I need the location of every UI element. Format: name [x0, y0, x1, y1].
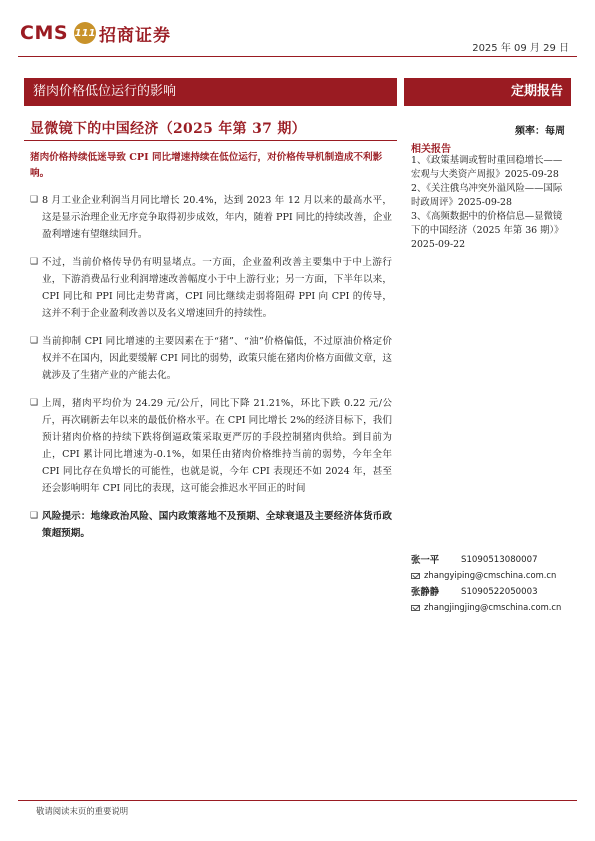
analyst-row	[411, 585, 576, 600]
mail-icon	[411, 605, 420, 611]
analyst-email-row	[411, 568, 576, 583]
risk-text: 风险提示：地缘政治风险、国内政策落地不及预期、全球衰退及主要经济体货币政策超预期。	[42, 511, 392, 539]
report-title-banner: 猪肉价格低位运行的影响	[24, 78, 397, 106]
analyst-email-row	[411, 600, 576, 615]
header-divider	[18, 56, 577, 57]
related-report-link[interactable]: 1、《政策基调或暂时重回稳增长——宏观与大类资产周报》2025-09-28	[411, 155, 563, 180]
analyst-name: 张一平	[411, 555, 440, 566]
analyst-email[interactable]: zhangjingjing@cmschina.com.cn	[424, 602, 562, 612]
bullet-text: 8 月工业企业利润当月同比增长 20.4%，达到 2023 年 12 月以来的最高水平，这是显示治理企业无序竞争取得初步成效，年内，随着 PPI 同比的持续改善，企业盈利增速有望继续回升。	[42, 195, 392, 240]
related-report-link[interactable]: 2、《关注俄乌冲突外溢风险——国际时政周评》2025-09-28	[411, 183, 563, 208]
risk-warning	[30, 508, 392, 542]
bullet-list	[30, 192, 392, 553]
subtitle-divider	[24, 140, 397, 141]
bullet-item	[30, 333, 392, 384]
analyst-license-id: S1090522050003	[461, 587, 538, 597]
bullet-square-icon: ❑	[30, 195, 39, 205]
bullet-item	[30, 395, 392, 497]
bullet-text: 当前抑制 CPI 同比增速的主要因素在于“猪”、“油”价格偏低，不过原油价格定价权并不在国内，因此要缓解 CPI 同比的弱势，政策只能在猪肉价格方面做文章，这就涉及了生猪产业的产能去化。	[42, 336, 392, 381]
summary-paragraph: 猪肉价格持续低迷导致 CPI 同比增速持续在低位运行，对价格传导机制造成不利影响。	[30, 152, 383, 179]
analyst-name: 张静静	[411, 587, 440, 598]
logo-chinese-name: 招商证券	[99, 25, 172, 46]
bullet-text: 不过，当前价格传导仍有明显堵点。一方面，企业盈利改善主要集中于中上游行业，下游消费品行业利润增速改善幅度小于中上游行业；另一方面，下半年以来，CPI 同比和 PPI 同比走势背离，CPI 同比继续走弱将阻碍 PPI 向 CPI 的传导，这并不利于企业盈利改善以及名义增速回升的持续性。	[42, 257, 392, 319]
bullet-item	[30, 254, 392, 322]
report-frequency: 频率：每周	[515, 126, 565, 137]
bullet-square-icon: ❑	[30, 398, 39, 408]
footer-divider	[18, 800, 577, 801]
report-subtitle: 显微镜下的中国经济（2025 年第 37 期）	[30, 121, 306, 137]
report-type-banner: 定期报告	[404, 78, 571, 106]
analyst-row	[411, 553, 576, 568]
company-logo	[20, 20, 171, 46]
bullet-square-icon: ❑	[30, 511, 39, 521]
bullet-square-icon: ❑	[30, 336, 39, 346]
footer-disclaimer: 敬请阅读末页的重要说明	[36, 806, 129, 816]
related-report-link[interactable]: 3、《高频数据中的价格信息—显微镜下的中国经济（2025 年第 36 期）》2025-09-22	[411, 211, 564, 250]
related-reports-list	[411, 154, 571, 252]
report-date: 2025 年 09 月 29 日	[472, 43, 569, 54]
bullet-square-icon: ❑	[30, 257, 39, 267]
analyst-email[interactable]: zhangyiping@cmschina.com.cn	[424, 570, 557, 580]
bullet-text: 上周，猪肉平均价为 24.29 元/公斤，同比下降 21.21%，环比下跌 0.22 元/公斤，再次刷新去年以来的最低价格水平。在 CPI 同比增长 2%的经济目标下，我们预计猪肉价格的持续下跌将倒逼政策采取更严厉的手段控制猪肉供给。到目前为止，CPI 累计同比增速为-0.1%，如果任由猪肉价格维持当前的弱势，今年全年 CPI 同比存在负增长的可能性，也就是说，今年 CPI 表现还不如 2024 年，甚至还会影响明年 CPI 同比的表现，这可能会推迟水平回正的时间	[42, 398, 392, 494]
related-reports-title: 相关报告	[411, 144, 451, 155]
bullet-item	[30, 192, 392, 243]
logo-badge-icon: 111	[74, 22, 96, 44]
analyst-license-id: S1090513080007	[461, 555, 538, 565]
mail-icon	[411, 573, 420, 579]
logo-text: CMS	[20, 22, 69, 44]
analyst-block	[411, 553, 576, 617]
